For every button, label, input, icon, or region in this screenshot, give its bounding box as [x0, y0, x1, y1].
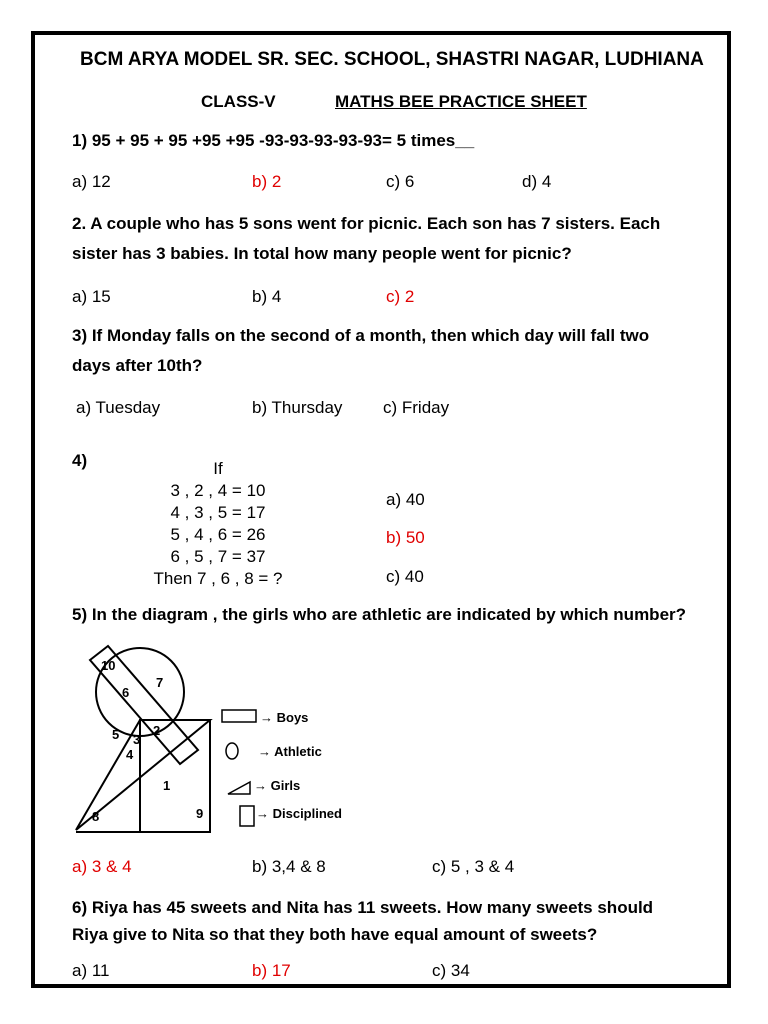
q2-option-b: b) 4: [252, 287, 282, 306]
question-2-line-2: sister has 3 babies. In total how many people went for picnic?: [72, 244, 572, 263]
region-5: 5: [112, 727, 120, 742]
puzzle-line: 3 , 2 , 4 = 10: [170, 481, 266, 500]
region-8: 8: [92, 809, 100, 824]
q6-option-a: a) 11: [72, 961, 110, 980]
region-6: 6: [122, 685, 130, 700]
legend-girls: → Girls: [254, 778, 301, 793]
q4-option-c: c) 40: [386, 567, 424, 586]
legend-triangle-icon: [228, 782, 250, 794]
q4-option-a: a) 40: [386, 490, 425, 509]
class-label: CLASS-V: [201, 92, 276, 111]
legend-boys: → Boys: [260, 710, 309, 725]
q6-option-c: c) 34: [432, 961, 470, 980]
q2-option-a: a) 15: [72, 287, 111, 306]
region-7: 7: [156, 675, 164, 690]
question-3-line-1: 3) If Monday falls on the second of a month, then which day will fall two: [72, 326, 650, 345]
q5-option-c: c) 5 , 3 & 4: [432, 857, 515, 876]
q5-option-b: b) 3,4 & 8: [252, 857, 326, 876]
question-5: 5) In the diagram , the girls who are athletic are indicated by which number?: [72, 605, 687, 624]
q1-option-c: c) 6: [386, 172, 415, 191]
q1-option-d: d) 4: [522, 172, 552, 191]
number-puzzle: [118, 458, 318, 590]
legend-square-icon: [240, 806, 254, 826]
region-4: 4: [126, 747, 134, 762]
legend-disciplined: → Disciplined: [256, 806, 342, 821]
q1-option-a: a) 12: [72, 172, 111, 191]
venn-diagram: [72, 642, 362, 834]
school-title: BCM ARYA MODEL SR. SEC. SCHOOL, SHASTRI NAGAR, LUDHIANA: [80, 49, 704, 70]
sheet-title: MATHS BEE PRACTICE SHEET: [335, 92, 587, 111]
region-9: 9: [196, 806, 204, 821]
puzzle-line: If: [213, 459, 223, 478]
legend-rectangle-icon: [222, 710, 256, 722]
region-1: 1: [163, 778, 171, 793]
question-6-line-1: 6) Riya has 45 sweets and Nita has 11 sweets. How many sweets should: [72, 898, 654, 917]
puzzle-line: Then 7 , 6 , 8 = ?: [153, 569, 283, 588]
region-2: 2: [153, 723, 161, 738]
question-3-line-2: days after 10th?: [72, 356, 203, 375]
legend-circle-icon: [226, 743, 238, 759]
region-10: 10: [101, 658, 116, 673]
q4-option-b: b) 50: [386, 528, 425, 547]
q3-option-b: b) Thursday: [252, 398, 343, 417]
q2-option-c: c) 2: [386, 287, 415, 306]
question-6-line-2: Riya give to Nita so that they both have equal amount of sweets?: [72, 925, 598, 944]
question-2-line-1: 2. A couple who has 5 sons went for picnic. Each son has 7 sisters. Each: [72, 214, 661, 233]
question-4-number: 4): [72, 451, 88, 470]
region-3: 3: [133, 732, 141, 747]
question-1: 1) 95 + 95 + 95 +95 +95 -93-93-93-93-93= 5 times__: [72, 131, 475, 150]
q3-option-a: a) Tuesday: [76, 398, 161, 417]
q5-option-a: a) 3 & 4: [72, 857, 132, 876]
puzzle-line: 5 , 4 , 6 = 26: [170, 525, 266, 544]
q6-option-b: b) 17: [252, 961, 291, 980]
q3-option-c: c) Friday: [383, 398, 450, 417]
q1-option-b: b) 2: [252, 172, 282, 191]
puzzle-line: 4 , 3 , 5 = 17: [170, 503, 266, 522]
puzzle-line: 6 , 5 , 7 = 37: [170, 547, 266, 566]
legend-athletic: → Athletic: [258, 744, 322, 759]
